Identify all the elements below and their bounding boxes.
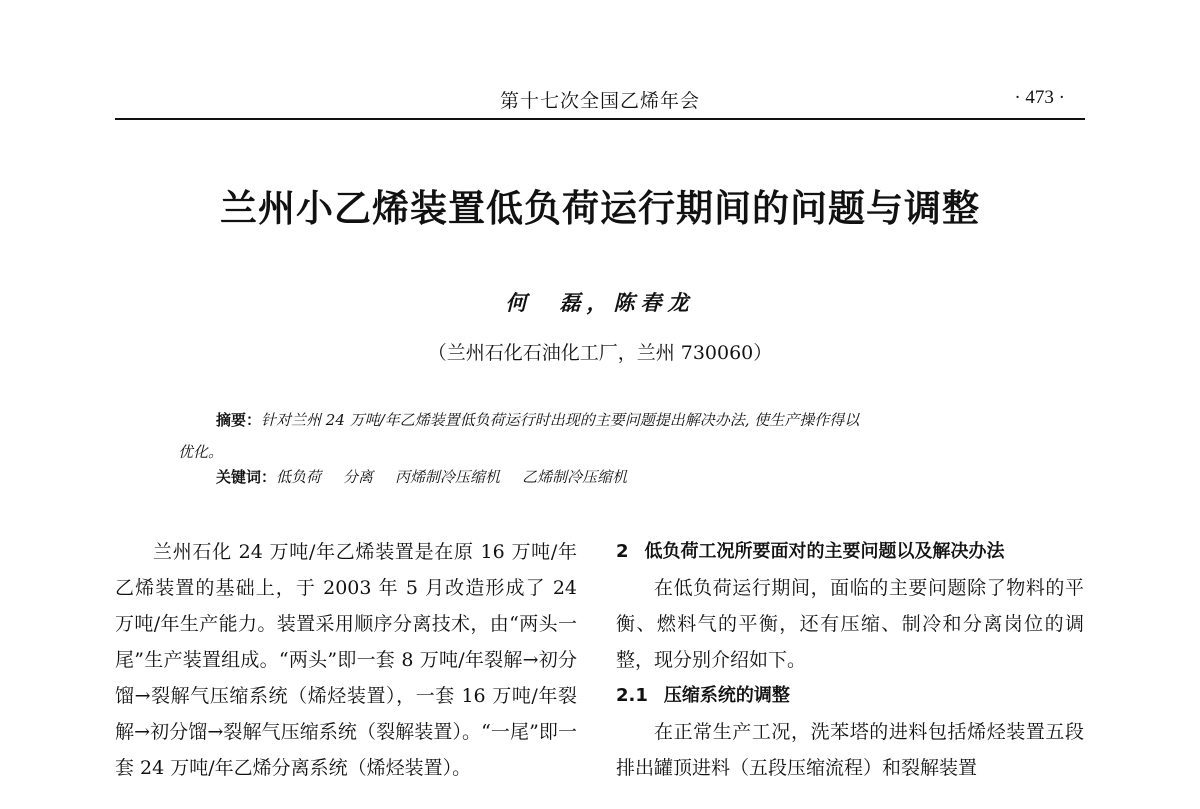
running-title: 第十七次全国乙烯年会 xyxy=(499,90,700,112)
subsection-title: 压缩系统的调整 xyxy=(663,685,790,706)
authors: 何 磊，陈春龙 xyxy=(505,290,695,315)
subsection-paragraph: 在正常生产工况，洗苯塔的进料包括烯烃装置五段排出罐顶进料（五段压缩流程）和裂解装置 xyxy=(616,721,1084,779)
abstract-text-2: 优化。 xyxy=(178,443,224,461)
abstract-line-1 xyxy=(178,404,1038,436)
page-header xyxy=(115,78,1085,120)
keywords xyxy=(216,466,649,487)
keyword: 分离 xyxy=(343,468,374,486)
left-column xyxy=(115,534,577,786)
subsection-heading xyxy=(616,678,1084,714)
section-heading xyxy=(616,534,1084,570)
intro-paragraph: 兰州石化 24 万吨/年乙烯装置是在原 16 万吨/年乙烯装置的基础上，于 2003 年 5 月改造形成了 24 万吨/年生产能力。装置采用顺序分离技术，由“两头一尾”生产装置组成。“两头”即一套 8 万吨/年裂解→初分馏→裂解气压缩系统（烯烃装置），一套 16 万吨/年裂解→初分馏→裂解气压缩系统（裂解装置）。“一尾”即一套 24 万吨/年乙烯分离系统（烯烃装置）。 xyxy=(115,541,577,779)
right-column xyxy=(616,534,1084,786)
keyword: 乙烯制冷压缩机 xyxy=(522,468,628,486)
subsection-number: 2.1 xyxy=(616,685,648,706)
article-title: 兰州小乙烯装置低负荷运行期间的问题与调整 xyxy=(220,187,980,230)
page-number: · 473 · xyxy=(1014,87,1065,108)
keywords-label: 关键词： xyxy=(216,468,277,486)
keyword: 丙烯制冷压缩机 xyxy=(395,468,501,486)
abstract xyxy=(178,404,1038,468)
abstract-label: 摘要： xyxy=(216,411,262,429)
section-number: 2 xyxy=(616,541,629,562)
section-title: 低负荷工况所要面对的主要问题以及解决办法 xyxy=(644,541,1005,562)
abstract-text-1: 针对兰州 24 万吨/年乙烯装置低负荷运行时出现的主要问题提出解决办法, 使生产操作得以 xyxy=(261,411,860,429)
section-paragraph: 在低负荷运行期间，面临的主要问题除了物料的平衡、燃料气的平衡，还有压缩、制冷和分离岗位的调整，现分别介绍如下。 xyxy=(616,577,1084,671)
affiliation: （兰州石化石油化工厂，兰州 730060） xyxy=(427,342,773,364)
keyword: 低负荷 xyxy=(276,468,322,486)
